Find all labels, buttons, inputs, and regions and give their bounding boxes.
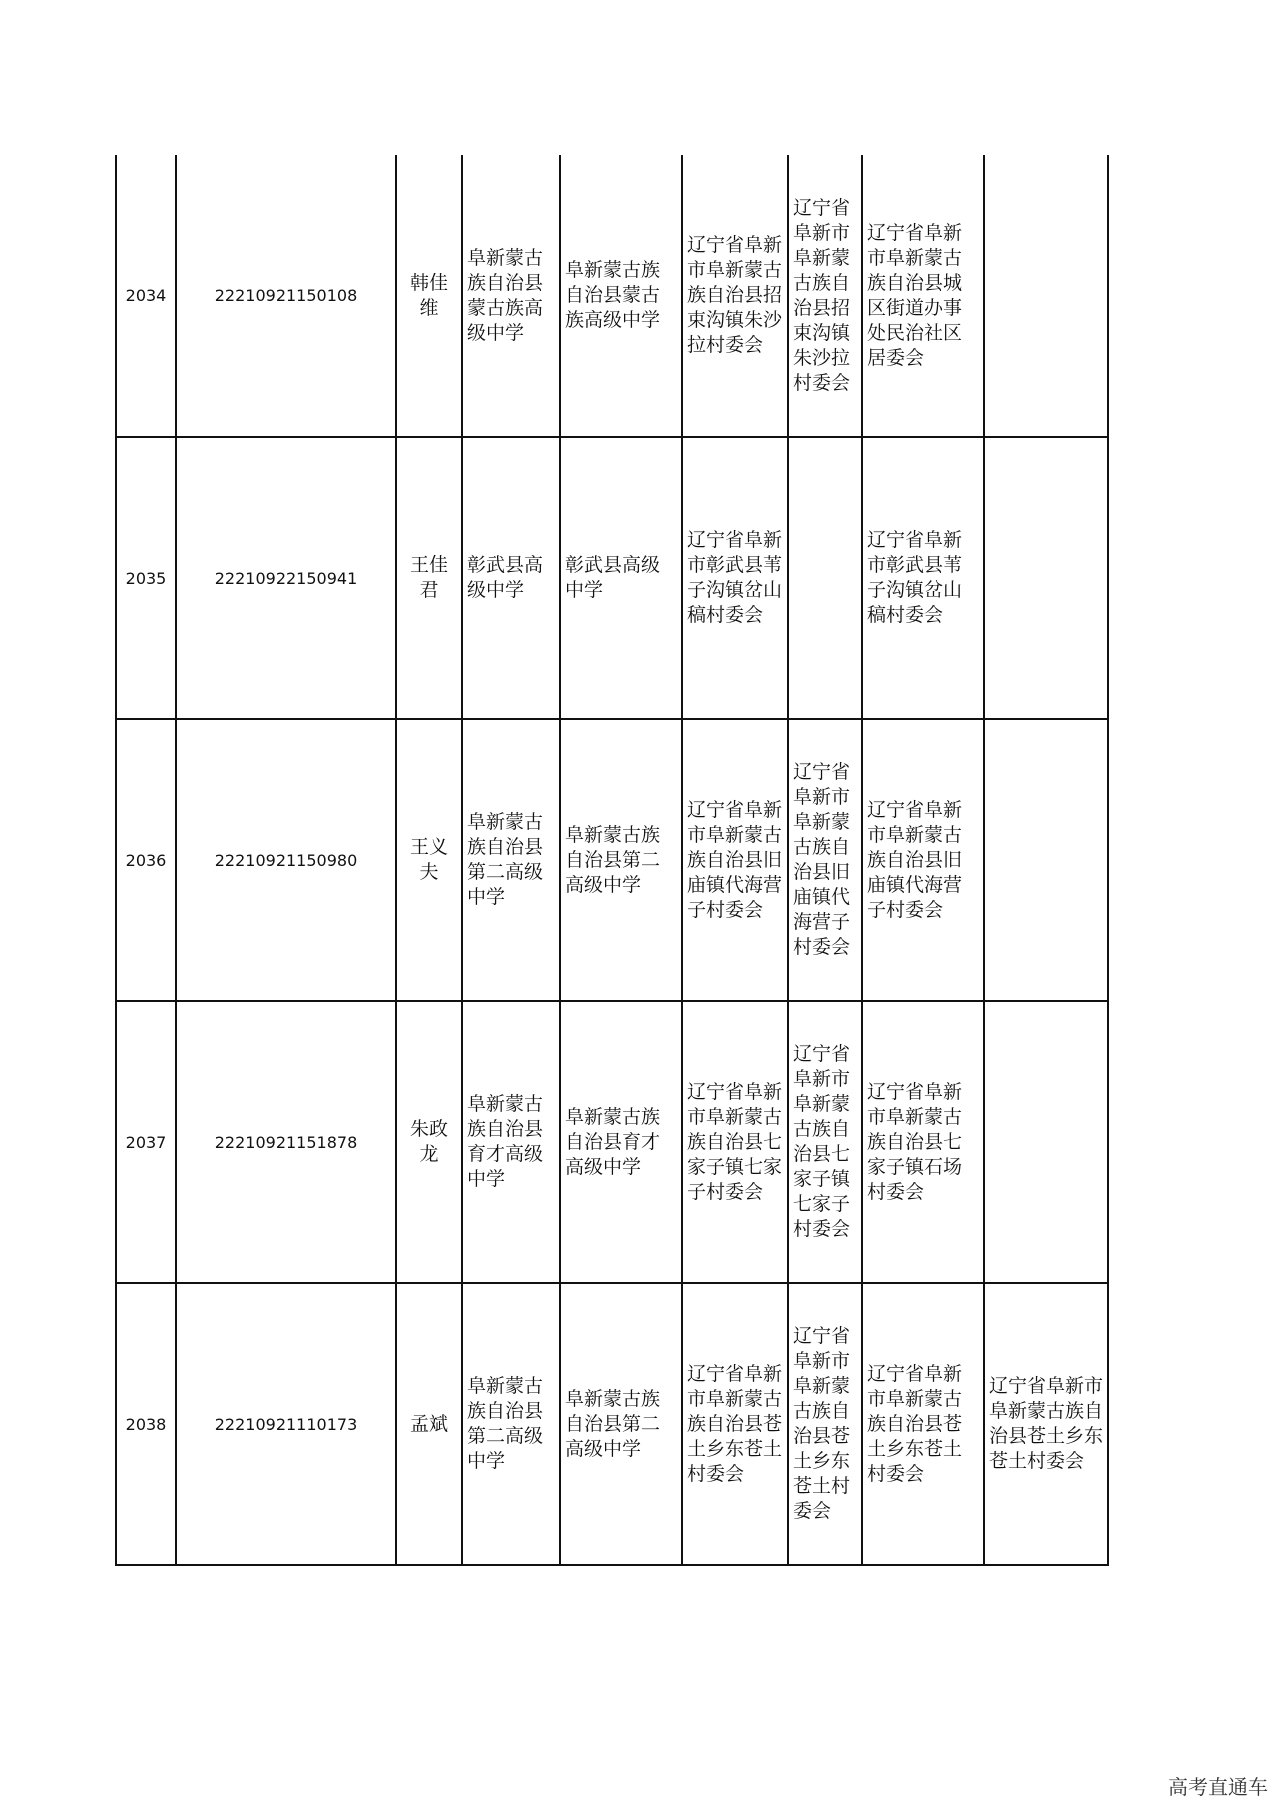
table-row [116,1001,1108,1283]
student-name: 朱政龙 [396,1001,462,1283]
guardian-address-cell: 辽宁省阜新市阜新蒙古族自治县七家子镇七家子村委会 [788,1001,862,1283]
extra-address-cell [984,719,1108,1001]
school-cell: 阜新蒙古族自治县第二高级中学 [462,719,560,1001]
school-cell: 彰武县高级中学 [462,437,560,719]
table-row [116,437,1108,719]
extra-address-cell [984,1001,1108,1283]
household-address-cell: 辽宁省阜新市阜新蒙古族自治县苍土乡东苍土村委会 [682,1283,788,1565]
student-name: 王佳君 [396,437,462,719]
school-cell: 阜新蒙古族自治县第二高级中学 [462,1283,560,1565]
household-address-cell: 辽宁省阜新市阜新蒙古族自治县招束沟镇朱沙拉村委会 [682,155,788,437]
graduation-school-cell: 阜新蒙古族自治县蒙古族高级中学 [560,155,682,437]
student-name: 王义夫 [396,719,462,1001]
student-name: 韩佳维 [396,155,462,437]
graduation-school-cell: 阜新蒙古族自治县育才高级中学 [560,1001,682,1283]
student-name: 孟斌 [396,1283,462,1565]
extra-address-cell: 辽宁省阜新市阜新蒙古族自治县苍土乡东苍土村委会 [984,1283,1108,1565]
guardian-address-cell [788,437,862,719]
graduation-school-cell: 彰武县高级中学 [560,437,682,719]
residence-address-cell: 辽宁省阜新市彰武县苇子沟镇岔山稿村委会 [862,437,984,719]
table-row [116,155,1108,437]
extra-address-cell [984,437,1108,719]
row-number: 2035 [116,437,176,719]
residence-address-cell: 辽宁省阜新市阜新蒙古族自治县城区街道办事处民治社区居委会 [862,155,984,437]
graduation-school-cell: 阜新蒙古族自治县第二高级中学 [560,1283,682,1565]
row-number: 2034 [116,155,176,437]
guardian-address-cell: 辽宁省阜新市阜新蒙古族自治县旧庙镇代海营子村委会 [788,719,862,1001]
exam-number: 22210921151878 [176,1001,396,1283]
roster-table [115,155,1109,1566]
school-cell: 阜新蒙古族自治县育才高级中学 [462,1001,560,1283]
extra-address-cell [984,155,1108,437]
household-address-cell: 辽宁省阜新市阜新蒙古族自治县七家子镇七家子村委会 [682,1001,788,1283]
table-row [116,719,1108,1001]
residence-address-cell: 辽宁省阜新市阜新蒙古族自治县七家子镇石场村委会 [862,1001,984,1283]
guardian-address-cell: 辽宁省阜新市阜新蒙古族自治县苍土乡东苍土村委会 [788,1283,862,1565]
residence-address-cell: 辽宁省阜新市阜新蒙古族自治县苍土乡东苍土村委会 [862,1283,984,1565]
school-cell: 阜新蒙古族自治县蒙古族高级中学 [462,155,560,437]
household-address-cell: 辽宁省阜新市阜新蒙古族自治县旧庙镇代海营子村委会 [682,719,788,1001]
exam-number: 22210922150941 [176,437,396,719]
row-number: 2038 [116,1283,176,1565]
exam-number: 22210921110173 [176,1283,396,1565]
guardian-address-cell: 辽宁省阜新市阜新蒙古族自治县招束沟镇朱沙拉村委会 [788,155,862,437]
watermark: 高考直通车 [1168,1775,1268,1799]
graduation-school-cell: 阜新蒙古族自治县第二高级中学 [560,719,682,1001]
household-address-cell: 辽宁省阜新市彰武县苇子沟镇岔山稿村委会 [682,437,788,719]
exam-number: 22210921150980 [176,719,396,1001]
row-number: 2036 [116,719,176,1001]
row-number: 2037 [116,1001,176,1283]
residence-address-cell: 辽宁省阜新市阜新蒙古族自治县旧庙镇代海营子村委会 [862,719,984,1001]
table-row [116,1283,1108,1565]
exam-number: 22210921150108 [176,155,396,437]
